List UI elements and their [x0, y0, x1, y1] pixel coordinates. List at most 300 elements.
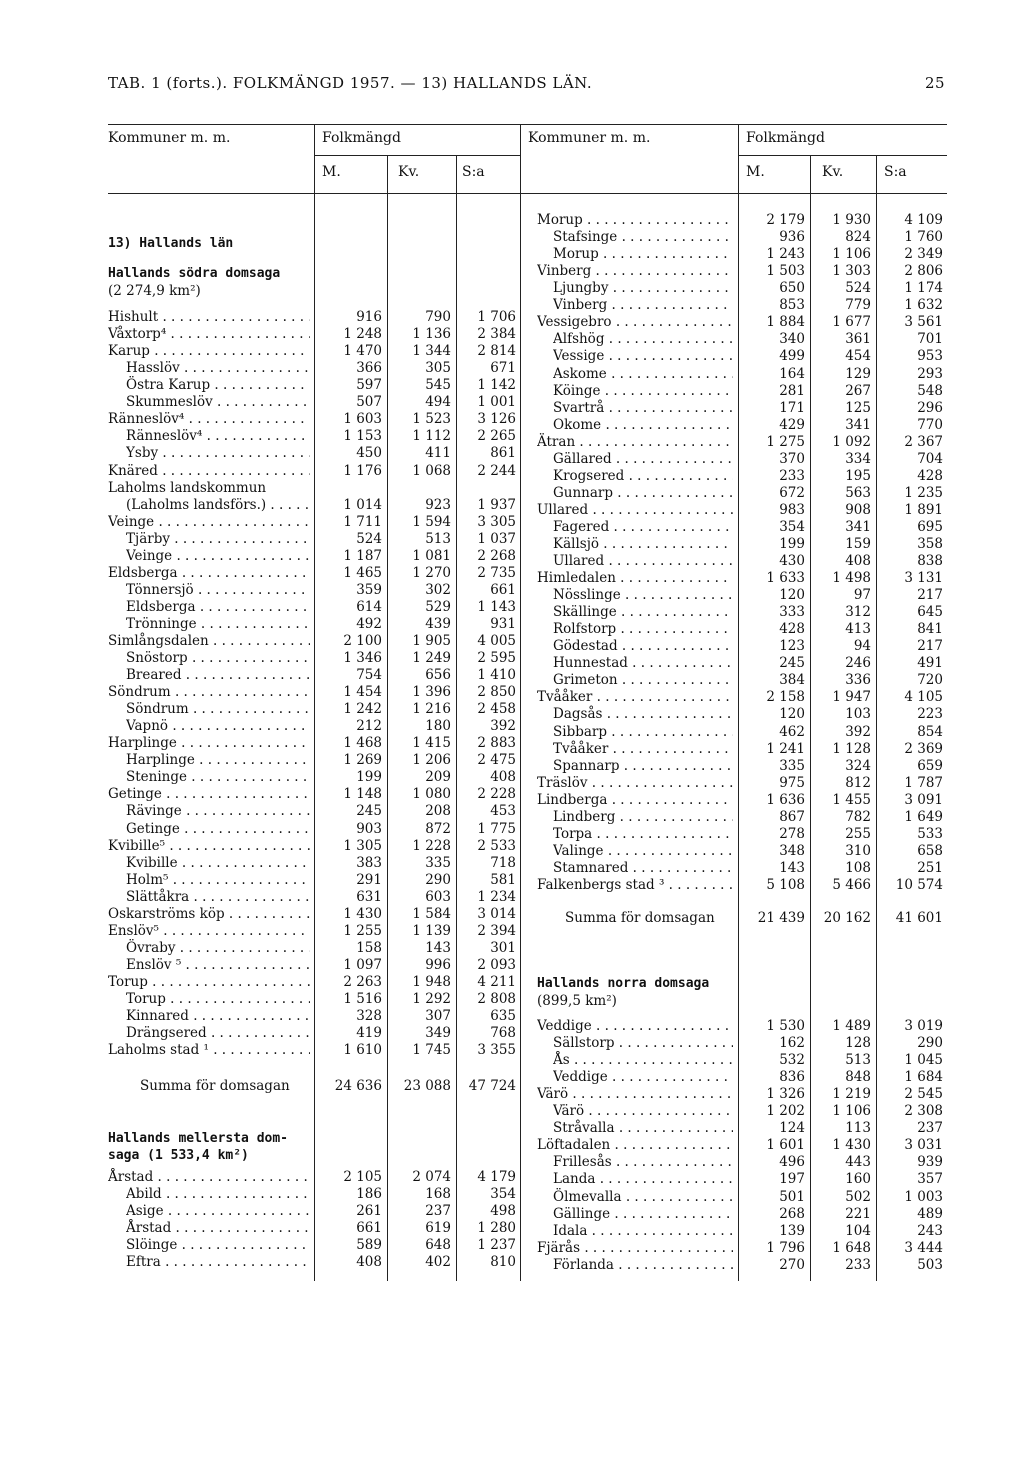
row-name: Källsjö . . .	[553, 535, 733, 553]
value-m: 903	[356, 820, 382, 837]
value-kv: 1 112	[412, 428, 451, 445]
value-m: 429	[779, 416, 805, 433]
value-sa: 3 131	[904, 570, 943, 587]
value-m: 501	[779, 1188, 805, 1205]
value-sa: 1 174	[904, 280, 943, 297]
value-m: 428	[779, 621, 805, 638]
value-m: 261	[356, 1203, 382, 1220]
value-m: 853	[779, 297, 805, 314]
value-kv: 1 303	[832, 263, 871, 280]
value-m: 348	[779, 842, 805, 859]
value-m: 408	[356, 1254, 382, 1271]
table-row	[0, 654, 1024, 672]
table-row	[0, 501, 1024, 519]
value-sa: 1 410	[477, 667, 516, 683]
value-sa: 2 394	[477, 922, 516, 939]
mid-domsaga-title-1: Hallands mellersta dom-	[108, 1131, 289, 1146]
value-kv: 361	[845, 331, 871, 348]
value-kv: 648	[425, 1237, 451, 1254]
value-kv: 1 080	[412, 786, 451, 803]
value-kv: 1 523	[412, 411, 451, 428]
row-name: Förlanda . . .	[553, 1256, 733, 1274]
value-m: 384	[779, 672, 805, 689]
value-m: 1 305	[343, 837, 382, 854]
value-kv: 1 396	[412, 684, 451, 701]
table-row	[0, 637, 1024, 655]
value-m: 499	[779, 348, 805, 365]
value-kv: 341	[845, 416, 871, 433]
col-kv-left: Kv.	[398, 164, 420, 180]
table-row	[0, 211, 1024, 229]
value-kv: 848	[845, 1069, 871, 1086]
value-m: 1 243	[766, 246, 805, 263]
col-sa-left: S:a	[462, 164, 485, 180]
value-m: 199	[779, 536, 805, 552]
row-name: Slättåkra . . .	[126, 888, 310, 906]
value-sa: 2 735	[477, 564, 516, 581]
value-sa: 1 649	[904, 808, 943, 825]
value-kv: 603	[425, 888, 451, 905]
row-name: Vinberg . . .	[537, 262, 733, 280]
value-sa: 1 001	[477, 394, 516, 411]
row-name: Svartrå . . .	[553, 399, 733, 417]
value-kv: 411	[425, 445, 451, 462]
row-name: Gällared . . .	[553, 450, 733, 468]
value-kv: 335	[425, 854, 451, 871]
value-sa: 1 235	[904, 484, 943, 501]
row-name: Simlångsdalen . . .	[108, 632, 310, 650]
row-name: Torup . . .	[108, 973, 310, 991]
value-kv: 159	[845, 536, 871, 552]
value-kv: 1 745	[412, 1042, 451, 1059]
value-m: 2 263	[343, 973, 382, 990]
row-name: Skummeslöv . . .	[126, 393, 310, 411]
value-kv: 103	[845, 706, 871, 723]
row-name: Kvibille . . .	[126, 854, 310, 872]
row-name: Eftra . . .	[126, 1253, 310, 1271]
value-sa: 358	[917, 536, 943, 552]
table-row	[0, 671, 1024, 689]
value-sa: 704	[917, 450, 943, 467]
value-sa: 939	[917, 1154, 943, 1171]
table-row	[0, 228, 1024, 246]
value-sa: 491	[917, 655, 943, 672]
value-kv: 168	[425, 1186, 451, 1202]
table-row	[0, 1068, 1024, 1086]
row-name: Värö . . .	[553, 1102, 733, 1120]
value-sa: 392	[490, 718, 516, 735]
value-sa: 1 143	[477, 598, 516, 615]
value-m: 496	[779, 1154, 805, 1171]
value-sa: 953	[917, 348, 943, 365]
value-m: 1 326	[766, 1086, 805, 1103]
value-sa: 1 760	[904, 229, 943, 246]
table-row	[0, 990, 1024, 1008]
value-kv: 1 584	[412, 905, 451, 922]
row-name: Summa för domsagan	[565, 910, 715, 926]
row-name: Fagered . . .	[553, 518, 733, 536]
value-sa: 4 005	[477, 632, 516, 649]
table-row	[0, 330, 1024, 348]
value-sa: 841	[917, 621, 943, 638]
value-sa: 296	[917, 399, 943, 416]
value-kv: 1 489	[832, 1018, 871, 1034]
value-m: 1 633	[766, 570, 805, 587]
value-kv: 2 074	[412, 1169, 451, 1185]
value-m: 614	[356, 598, 382, 615]
value-sa: 3 014	[477, 905, 516, 922]
value-m: 143	[779, 859, 805, 876]
value-sa: 2 808	[477, 991, 516, 1007]
row-name: Getinge . . .	[108, 785, 310, 803]
col-m-left: M.	[322, 164, 341, 180]
value-m: 631	[356, 888, 382, 905]
value-m: 120	[779, 706, 805, 723]
value-sa: 10 574	[895, 876, 943, 893]
value-kv: 1 947	[832, 689, 871, 706]
value-kv: 1 677	[832, 314, 871, 331]
table-row	[0, 535, 1024, 553]
table-row	[0, 1222, 1024, 1240]
value-kv: 1 068	[412, 462, 451, 479]
left-subheader-rule	[314, 155, 520, 156]
table-row	[0, 467, 1024, 485]
value-m: 1 202	[766, 1103, 805, 1120]
row-name: Ås . . .	[553, 1051, 733, 1069]
row-name: Ränneslöv⁴ . . .	[126, 427, 310, 445]
value-sa: 408	[490, 769, 516, 786]
value-sa: 4 211	[477, 973, 516, 990]
value-sa: 770	[917, 416, 943, 433]
value-sa: 2 533	[477, 837, 516, 854]
value-sa: 695	[917, 518, 943, 535]
value-kv: 1 344	[412, 343, 451, 360]
row-name: Getinge . . .	[126, 820, 310, 838]
value-kv: 324	[845, 757, 871, 774]
value-m: 1 530	[766, 1018, 805, 1034]
row-name: Ysby . . .	[126, 444, 310, 462]
row-name: Oskarströms köp . . .	[108, 905, 310, 923]
value-m: 1 255	[343, 922, 382, 939]
value-m: 124	[779, 1120, 805, 1137]
row-name: Snöstorp . . .	[126, 649, 310, 667]
row-name: Veinge . . .	[108, 513, 310, 531]
value-kv: 5 466	[832, 876, 871, 893]
value-kv: 502	[845, 1188, 871, 1205]
value-kv: 302	[425, 581, 451, 598]
value-kv: 1 455	[832, 791, 871, 808]
table-row	[0, 262, 1024, 280]
row-name: Eldsberga . . .	[126, 598, 310, 616]
value-sa: 2 384	[477, 326, 516, 343]
value-sa: 861	[490, 445, 516, 462]
table-row	[0, 347, 1024, 365]
value-sa: 718	[490, 854, 516, 871]
table-row	[0, 1188, 1024, 1206]
row-name: Köinge . . .	[553, 382, 733, 400]
value-m: 597	[356, 377, 382, 394]
table-header-title: TAB. 1 (forts.). FOLKMÄNGD 1957. — 13) HALLANDS LÄN.	[108, 74, 593, 92]
table-row	[0, 1051, 1024, 1069]
row-name: Ullared . . .	[537, 501, 733, 519]
value-kv: 1 106	[832, 1103, 871, 1120]
row-name: Abild . . .	[126, 1185, 310, 1203]
table-row	[0, 586, 1024, 604]
value-kv: 996	[425, 956, 451, 973]
value-m: 1 610	[343, 1042, 382, 1059]
value-kv: 233	[845, 1256, 871, 1273]
col-sa-right: S:a	[884, 164, 907, 180]
row-name: Veddige . . .	[537, 1017, 733, 1035]
table-row	[0, 603, 1024, 621]
value-m: 1 346	[343, 650, 382, 666]
value-kv: 160	[845, 1171, 871, 1188]
value-sa: 2 308	[904, 1103, 943, 1120]
value-m: 1 242	[343, 701, 382, 718]
row-name: Tjärby . . .	[126, 530, 310, 548]
table-row	[0, 1170, 1024, 1188]
value-sa: 503	[917, 1256, 943, 1273]
value-kv: 908	[845, 501, 871, 518]
value-sa: 3 091	[904, 791, 943, 808]
col-folkmangd-right: Folkmängd	[746, 130, 825, 146]
value-sa: 4 109	[904, 212, 943, 228]
value-m: 366	[356, 360, 382, 377]
value-sa: 3 444	[904, 1239, 943, 1256]
value-kv: 208	[425, 803, 451, 820]
table-row	[0, 723, 1024, 741]
row-name: Sibbarp . . .	[553, 723, 733, 741]
value-sa: 720	[917, 672, 943, 689]
row-name: Stafsinge . . .	[553, 228, 733, 246]
value-sa: 1 142	[477, 377, 516, 394]
value-m: 1 468	[343, 735, 382, 752]
value-sa: 489	[917, 1205, 943, 1222]
top-rule	[108, 124, 947, 125]
value-kv: 237	[425, 1203, 451, 1220]
value-sa: 1 891	[904, 501, 943, 518]
value-m: 462	[779, 723, 805, 740]
value-kv: 790	[425, 309, 451, 325]
col-kommuner-right: Kommuner m. m.	[528, 130, 651, 146]
value-m: 281	[779, 382, 805, 399]
row-name: Östra Karup . . .	[126, 376, 310, 394]
value-sa: 658	[917, 842, 943, 859]
value-m: 983	[779, 501, 805, 518]
value-m: 430	[779, 553, 805, 569]
value-m: 916	[356, 309, 382, 325]
value-sa: 581	[490, 871, 516, 888]
value-kv: 341	[845, 518, 871, 535]
value-sa: 498	[490, 1203, 516, 1220]
value-m: 268	[779, 1205, 805, 1222]
value-sa: 635	[490, 1008, 516, 1024]
row-name: Gunnarp . . .	[553, 484, 733, 502]
value-m: 335	[779, 757, 805, 774]
row-name: Morup . . .	[553, 245, 733, 263]
row-name: Övraby . . .	[126, 939, 310, 957]
table-row	[0, 399, 1024, 417]
value-m: 1 884	[766, 314, 805, 331]
value-m: 1 796	[766, 1239, 805, 1256]
value-sa: 2 093	[477, 956, 516, 973]
row-name: Breared . . .	[126, 666, 310, 684]
value-kv: 1 430	[832, 1137, 871, 1154]
value-kv: 454	[845, 348, 871, 365]
value-sa: 1 632	[904, 297, 943, 314]
value-sa: 428	[917, 467, 943, 484]
value-kv: 1 128	[832, 740, 871, 757]
value-sa: 854	[917, 723, 943, 740]
value-sa: 290	[917, 1035, 943, 1051]
value-sa: 357	[917, 1171, 943, 1188]
value-kv: 20 162	[823, 910, 871, 926]
value-kv: 524	[845, 280, 871, 297]
table-row	[0, 859, 1024, 877]
value-kv: 221	[845, 1205, 871, 1222]
row-name: Valinge . . .	[553, 842, 733, 860]
row-name: Ränneslöv⁴ . . .	[108, 410, 310, 428]
row-name: Idala . . .	[553, 1222, 733, 1240]
value-m: 2 158	[766, 689, 805, 706]
row-name: Ätran . . .	[537, 433, 733, 451]
value-sa: 217	[917, 587, 943, 604]
value-sa: 2 268	[477, 547, 516, 564]
row-name: Kvibille⁵ . . .	[108, 837, 310, 855]
table-row	[0, 296, 1024, 314]
row-name: Ljungby . . .	[553, 279, 733, 297]
value-sa: 243	[917, 1222, 943, 1239]
value-kv: 1 206	[412, 752, 451, 769]
value-m: 1 711	[343, 513, 382, 530]
value-kv: 443	[845, 1154, 871, 1171]
value-sa: 3 305	[477, 513, 516, 530]
value-m: 1 148	[343, 786, 382, 803]
row-name: Hishult . . .	[108, 308, 310, 326]
value-m: 672	[779, 484, 805, 501]
row-name: Fjärås . . .	[537, 1239, 733, 1257]
row-name: Vinberg . . .	[553, 296, 733, 314]
value-sa: 661	[490, 581, 516, 598]
value-sa: 3 031	[904, 1137, 943, 1154]
value-m: 199	[356, 769, 382, 786]
value-m: 270	[779, 1256, 805, 1273]
row-name: Frillesås . . .	[553, 1153, 733, 1171]
value-m: 233	[779, 467, 805, 484]
value-sa: 1 045	[904, 1052, 943, 1069]
value-m: 1 465	[343, 564, 382, 581]
table-row	[0, 973, 1024, 991]
value-kv: 619	[425, 1220, 451, 1237]
value-kv: 180	[425, 718, 451, 735]
row-name: Tvååker . . .	[553, 740, 733, 758]
row-name: Asige . . .	[126, 1202, 310, 1220]
value-kv: 1 270	[412, 564, 451, 581]
col-kv-right: Kv.	[822, 164, 844, 180]
value-m: 1 636	[766, 791, 805, 808]
row-name: Falkenbergs stad ³ . . .	[537, 876, 733, 894]
row-name: Stråvalla . . .	[553, 1119, 733, 1137]
value-sa: 2 228	[477, 786, 516, 803]
row-name: Askome . . .	[553, 365, 733, 383]
value-kv: 310	[845, 842, 871, 859]
value-kv: 128	[845, 1035, 871, 1051]
col-folkmangd-left: Folkmängd	[322, 130, 401, 146]
value-m: 836	[779, 1069, 805, 1086]
south-domsaga-title: Hallands södra domsaga	[108, 266, 281, 281]
row-name: Årstad . . .	[108, 1168, 310, 1186]
value-kv: 1 228	[412, 837, 451, 854]
right-subheader-rule	[738, 155, 947, 156]
value-m: 340	[779, 331, 805, 348]
value-m: 245	[779, 655, 805, 672]
value-kv: 143	[425, 939, 451, 956]
value-sa: 2 806	[904, 263, 943, 280]
row-name: Skällinge . . .	[553, 603, 733, 621]
table-row	[0, 1136, 1024, 1154]
value-kv: 1 594	[412, 513, 451, 530]
table-row	[0, 416, 1024, 434]
value-sa: 301	[490, 939, 516, 956]
row-name: Gödestad . . .	[553, 637, 733, 655]
value-m: 1 153	[343, 428, 382, 445]
value-m: 1 187	[343, 547, 382, 564]
value-kv: 812	[845, 774, 871, 791]
table-row	[0, 1205, 1024, 1223]
value-kv: 494	[425, 394, 451, 411]
value-m: 212	[356, 718, 382, 735]
header-bottom-rule	[108, 193, 947, 194]
value-sa: 2 883	[477, 735, 516, 752]
table-row	[0, 688, 1024, 706]
value-sa: 3 019	[904, 1018, 943, 1034]
value-kv: 656	[425, 667, 451, 683]
table-row	[0, 939, 1024, 957]
table-row	[0, 825, 1024, 843]
row-name: Harplinge . . .	[126, 751, 310, 769]
value-kv: 1 648	[832, 1239, 871, 1256]
table-row	[0, 757, 1024, 775]
value-sa: 1 787	[904, 774, 943, 791]
row-name: Trönninge . . .	[126, 615, 310, 633]
row-name: Söndrum . . .	[126, 700, 310, 718]
row-name: Drängsered . . .	[126, 1024, 310, 1042]
value-kv: 307	[425, 1008, 451, 1024]
value-kv: 104	[845, 1222, 871, 1239]
value-sa: 838	[917, 553, 943, 569]
row-name: Årstad . . .	[126, 1219, 310, 1237]
value-kv: 1 930	[832, 212, 871, 228]
value-m: 1 516	[343, 991, 382, 1007]
col-m-right: M.	[746, 164, 765, 180]
value-sa: 2 367	[904, 433, 943, 450]
row-name: Holm⁵ . . .	[126, 871, 310, 889]
row-name: Sällstorp . . .	[553, 1034, 733, 1052]
row-name: Veinge . . .	[126, 547, 310, 565]
table-row	[0, 909, 1024, 927]
value-m: 383	[356, 854, 382, 871]
value-kv: 872	[425, 820, 451, 837]
value-m: 450	[356, 445, 382, 462]
value-sa: 354	[490, 1186, 516, 1202]
col-kommuner-left: Kommuner m. m.	[108, 130, 231, 146]
value-kv: 563	[845, 484, 871, 501]
value-m: 2 179	[766, 212, 805, 228]
value-kv: 1 905	[412, 632, 451, 649]
value-kv: 97	[853, 587, 871, 604]
value-m: 1 430	[343, 905, 382, 922]
row-name: Spannarp . . .	[553, 757, 733, 775]
